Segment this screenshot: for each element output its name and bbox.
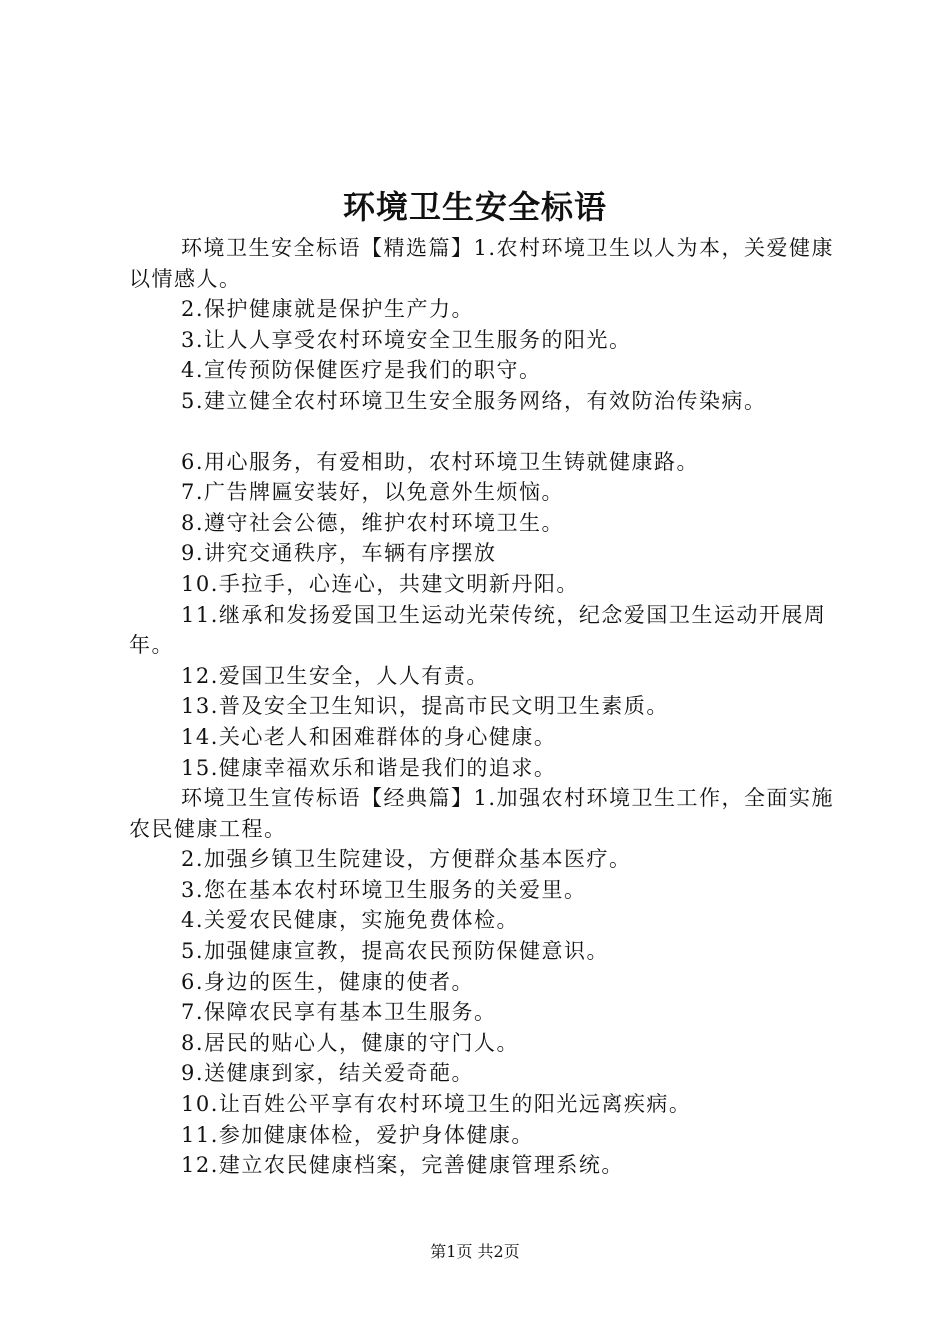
paragraph: 6.身边的医生，健康的使者。 [181, 969, 475, 994]
paragraph: 6.用心服务，有爱相助，农村环境卫生铸就健康路。 [181, 449, 700, 474]
document-title: 环境卫生安全标语 [342, 188, 607, 226]
paragraph: 7.广告牌匾安装好，以免意外生烦恼。 [181, 480, 565, 505]
paragraph: 5.建立健全农村环境卫生安全服务网络，有效防治传染病。 [181, 388, 767, 413]
paragraph: 13.普及安全卫生知识，提高市民文明卫生素质。 [181, 694, 669, 719]
paragraph: 2.保护健康就是保护生产力。 [181, 297, 475, 322]
paragraph: 3.让人人享受农村环境安全卫生服务的阳光。 [181, 327, 632, 352]
paragraph: 环境卫生安全标语【精选篇】1.农村环境卫生以人为本，关爱健康以情感人。 [129, 236, 835, 291]
paragraph: 10.手拉手，心连心，共建文明新丹阳。 [181, 571, 579, 596]
paragraph: 5.加强健康宣教，提高农民预防保健意识。 [181, 939, 610, 964]
paragraph: 4.关爱农民健康，实施免费体检。 [181, 908, 520, 933]
paragraph: 10.让百姓公平享有农村环境卫生的阳光远离疾病。 [181, 1092, 692, 1117]
paragraph: 9.送健康到家，结关爱奇葩。 [181, 1061, 475, 1086]
paragraph: 8.遵守社会公德，维护农村环境卫生。 [181, 510, 565, 535]
paragraph: 环境卫生宣传标语【经典篇】1.加强农村环境卫生工作，全面实施农民健康工程。 [129, 786, 835, 841]
page-footer: 第1页 共2页 [430, 1242, 520, 1261]
paragraph: 11.继承和发扬爱国卫生运动光荣传统，纪念爱国卫生运动开展周年。 [129, 602, 827, 658]
paragraph: 11.参加健康体检，爱护身体健康。 [181, 1122, 534, 1147]
paragraph: 12.爱国卫生安全，人人有责。 [181, 663, 489, 688]
paragraph: 14.关心老人和困难群体的身心健康。 [181, 724, 557, 749]
paragraph: 4.宣传预防保健医疗是我们的职守。 [181, 358, 542, 383]
paragraph: 8.居民的贴心人，健康的守门人。 [181, 1030, 520, 1055]
paragraph: 12.建立农民健康档案，完善健康管理系统。 [181, 1153, 624, 1178]
paragraph-gap [129, 417, 847, 447]
paragraph: 15.健康幸福欢乐和谐是我们的追求。 [181, 755, 557, 780]
paragraph: 7.保障农民享有基本卫生服务。 [181, 1000, 497, 1025]
paragraph: 3.您在基本农村环境卫生服务的关爱里。 [181, 877, 587, 902]
paragraph: 9.讲究交通秩序，车辆有序摆放 [181, 541, 497, 566]
paragraph: 2.加强乡镇卫生院建设，方便群众基本医疗。 [181, 847, 632, 872]
document-body [129, 233, 847, 1181]
